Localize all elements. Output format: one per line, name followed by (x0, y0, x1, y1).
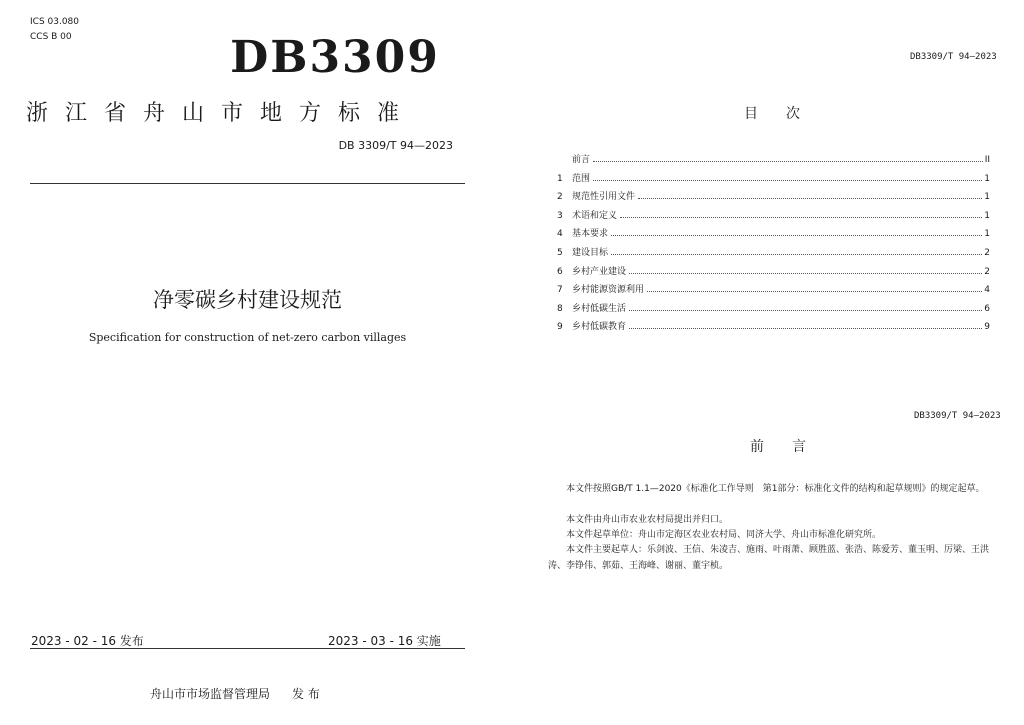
toc-item[interactable] (557, 282, 990, 301)
toc-item[interactable] (557, 226, 990, 245)
toc-item-number: 4 (557, 229, 563, 240)
toc-item-label: 乡村低碳生活 (572, 303, 627, 314)
toc-item[interactable] (557, 152, 990, 171)
foreword-paragraph (548, 513, 998, 529)
toc-item-label: 术语和定义 (572, 210, 618, 221)
toc-heading: 目次 (744, 106, 828, 122)
foreword-heading: 前言 (750, 439, 834, 455)
foreword-header-code: DB3309/T 94—2023 (914, 411, 1001, 421)
toc-item-page: 1 (984, 210, 990, 221)
foreword-paragraph (548, 482, 998, 498)
top-divider (30, 183, 465, 184)
toc-item-label: 建设目标 (572, 247, 609, 258)
bottom-divider (30, 648, 465, 649)
toc-item-label: 基本要求 (572, 229, 609, 240)
toc-item-number: 5 (557, 247, 563, 258)
foreword-text: 本文件主要起草人：乐剑波、王信、朱凌吉、施雨、叶雨萧、顾胜蓝、张浩、陈爱芳、董玉明、厉梁、王洪涛、李铮伟、郭茹、王海峰、谢丽、董宇桢。 (548, 545, 990, 571)
toc-item-number: 8 (557, 303, 563, 314)
toc-item-number: 2 (557, 192, 563, 203)
toc-leader-dots (593, 180, 982, 181)
toc-item-label: 乡村产业建设 (572, 266, 627, 277)
toc-item[interactable] (557, 264, 990, 283)
standard-number: DB 3309/T 94—2023 (338, 139, 453, 152)
toc-leader-dots (647, 291, 982, 292)
implement-date: 2023 - 03 - 16 实施 (328, 634, 441, 648)
toc-item-page: 1 (984, 173, 990, 184)
ccs-code: CCS B 00 (30, 32, 72, 42)
toc-item-page: 2 (984, 247, 990, 258)
toc-item-number: 3 (557, 210, 563, 221)
toc-item-label: 前言 (572, 155, 591, 165)
toc-item-page: II (984, 155, 990, 165)
toc-item-label: 乡村低碳教育 (572, 322, 627, 333)
foreword-text: 本文件由舟山市农业农村局提出并归口。 (566, 515, 729, 525)
toc-item[interactable] (557, 319, 990, 338)
toc-leader-dots (593, 161, 983, 162)
toc-item[interactable] (557, 245, 990, 264)
toc-item-page: 1 (984, 229, 990, 240)
toc-item-label: 规范性引用文件 (572, 192, 636, 203)
db-code-title: DB3309 (230, 32, 440, 83)
province-standard-heading: 浙江省舟山市地方标准 (26, 101, 417, 126)
toc-leader-dots (629, 273, 982, 274)
toc-item-page: 9 (984, 322, 990, 333)
standard-title-cn: 净零碳乡村建设规范 (153, 288, 342, 312)
toc-list (557, 152, 990, 338)
issuer-line (150, 685, 320, 702)
foreword-text: 本文件按照GB/T 1.1—2020《标准化工作导则 第1部分：标准化文件的结构和起草规则》的规定起草。 (566, 484, 985, 494)
foreword-text: 本文件起草单位：舟山市定海区农业农村局、同济大学、舟山市标准化研究所。 (566, 530, 882, 540)
toc-item[interactable] (557, 301, 990, 320)
toc-item-page: 2 (984, 266, 990, 277)
toc-item-page: 1 (984, 192, 990, 203)
toc-leader-dots (629, 328, 982, 329)
issue-word: 发 布 (292, 687, 320, 701)
toc-leader-dots (629, 310, 982, 311)
toc-item-number: 7 (557, 285, 563, 296)
toc-leader-dots (611, 254, 982, 255)
toc-item-number: 6 (557, 266, 563, 277)
toc-item[interactable] (557, 189, 990, 208)
toc-item-number: 9 (557, 322, 563, 333)
toc-item-page: 6 (984, 303, 990, 314)
standard-title-en: Specification for construction of net-zero carbon villages (88, 331, 407, 344)
publish-date: 2023 - 02 - 16 发布 (31, 634, 144, 648)
toc-item-page: 4 (984, 285, 990, 296)
toc-header-code: DB3309/T 94—2023 (910, 52, 997, 62)
toc-leader-dots (611, 235, 982, 236)
toc-item-number: 1 (557, 173, 563, 184)
toc-leader-dots (620, 217, 982, 218)
foreword-paragraph (548, 528, 998, 544)
foreword-paragraph (548, 543, 998, 574)
toc-item-label: 乡村能源资源利用 (572, 285, 645, 296)
toc-item[interactable] (557, 171, 990, 190)
toc-leader-dots (638, 198, 982, 199)
toc-item-label: 范围 (572, 173, 591, 184)
toc-item[interactable] (557, 208, 990, 227)
ics-code: ICS 03.080 (30, 17, 80, 27)
issuer-name: 舟山市市场监督管理局 (150, 687, 271, 701)
